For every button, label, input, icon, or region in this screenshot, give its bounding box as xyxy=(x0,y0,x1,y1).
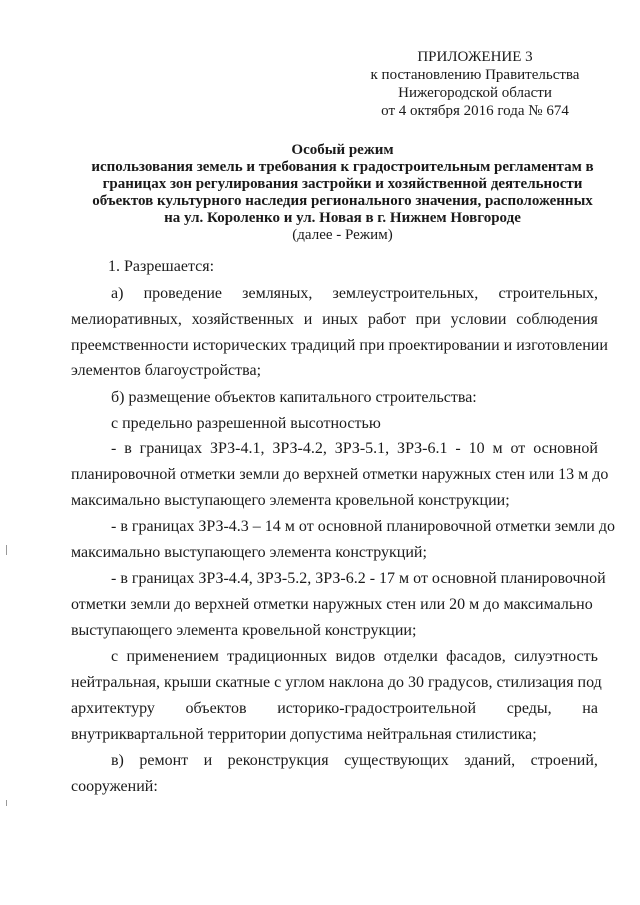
word: отделки xyxy=(383,648,438,665)
word: ЗРЗ-4.1, xyxy=(210,440,265,457)
appendix-resolution: к постановлению Правительства xyxy=(370,67,580,83)
word: применением xyxy=(126,648,219,665)
item-c-line-4: внутриквартальной территории допустима нейтральная стилистика; xyxy=(71,726,537,743)
word: основной xyxy=(533,440,598,457)
word: историко-градостроительной xyxy=(277,700,477,717)
dash-item-3-line-3: выступающего элемента кровельной конструкции; xyxy=(71,622,417,639)
word: - xyxy=(111,440,117,457)
item-c-line-3 xyxy=(71,698,598,720)
word: соблюдения xyxy=(516,311,598,328)
word: проведение xyxy=(143,285,222,302)
word: объектов xyxy=(185,700,247,717)
word: земляных, xyxy=(242,285,313,302)
word: зданий, xyxy=(464,752,516,769)
word: строений, xyxy=(530,752,598,769)
word: м xyxy=(492,440,503,457)
paragraph-1: 1. Разрешается: xyxy=(108,258,215,275)
word: ремонт xyxy=(139,752,189,769)
word: границах xyxy=(139,440,203,457)
item-b-line-2: с предельно разрешенной высотностью xyxy=(111,415,381,432)
word: традиционных xyxy=(227,648,328,665)
item-c-line-2: нейтральная, крыши скатные с углом наклона до 30 градусов, стилизация под xyxy=(71,674,602,691)
title-line-6: (далее - Режим) xyxy=(292,227,393,243)
word: и xyxy=(303,311,313,328)
word: хозяйственных xyxy=(191,311,294,328)
dash-item-1-line-2: планировочной отметки земли до верхней отметки наружных стен или 13 м до xyxy=(71,466,609,483)
dash-item-2-line-1: - в границах ЗРЗ-4.3 – 14 м от основной планировочной отметки земли до xyxy=(111,518,615,535)
word: от xyxy=(510,440,526,457)
word: существующих xyxy=(344,752,449,769)
word: условии xyxy=(450,311,507,328)
title-line-3: границах зон регулирования застройки и хозяйственной деятельности xyxy=(102,176,583,192)
scan-mark xyxy=(6,800,7,806)
word: в) xyxy=(111,752,124,769)
word: среды, xyxy=(506,700,552,717)
word: архитектуру xyxy=(71,700,155,717)
word: строительных, xyxy=(498,285,598,302)
word: а) xyxy=(111,285,124,302)
appendix-region: Нижегородской области xyxy=(398,85,552,101)
item-v-line-2: сооружений: xyxy=(71,778,158,795)
word: - xyxy=(455,440,461,457)
word: ЗРЗ-6.1 xyxy=(397,440,448,457)
word: силуэтность xyxy=(514,648,598,665)
word: видов xyxy=(335,648,376,665)
appendix-header xyxy=(355,48,595,120)
title-line-2: использования земель и требования к градостроительным регламентам в xyxy=(91,159,594,175)
word: реконструкция xyxy=(227,752,329,769)
word: работ xyxy=(367,311,406,328)
dash-item-1-line-3: максимально выступающего элемента кровельной конструкции; xyxy=(71,492,510,509)
dash-item-3-line-2: отметки земли до верхней отметки наружных стен или 20 м до максимально xyxy=(71,596,593,613)
item-c-line-1 xyxy=(111,646,598,668)
dash-item-3-line-1: - в границах ЗРЗ-4.4, ЗРЗ-5.2, ЗРЗ-6.2 - 17 м от основной планировочной xyxy=(111,570,606,587)
word: при xyxy=(415,311,441,328)
item-a-line-3: преемственности исторических традиций при проектировании и изготовлении xyxy=(71,337,608,354)
item-a-line-4: элементов благоустройства; xyxy=(71,362,262,379)
dash-item-2-line-2: максимально выступающего элемента конструкций; xyxy=(71,544,427,561)
document-title xyxy=(70,142,615,244)
title-line-5: на ул. Короленко и ул. Новая в г. Нижнем Новгороде xyxy=(164,210,521,226)
item-b-line-1: б) размещение объектов капитального строительства: xyxy=(111,389,477,406)
word: ЗРЗ-4.2, xyxy=(272,440,327,457)
word: фасадов, xyxy=(446,648,506,665)
word: 10 xyxy=(468,440,485,457)
word: на xyxy=(582,700,598,717)
item-a-line-1 xyxy=(111,283,598,305)
title-line-4: объектов культурного наследия регионального значения, расположенных xyxy=(92,193,593,209)
dash-item-1-line-1 xyxy=(111,438,598,460)
word: землеустроительных, xyxy=(332,285,479,302)
word: мелиоративных, xyxy=(71,311,182,328)
item-v-line-1 xyxy=(111,750,598,772)
word: в xyxy=(124,440,132,457)
word: ЗРЗ-5.1, xyxy=(334,440,390,457)
title-line-1: Особый режим xyxy=(291,142,394,158)
appendix-date: от 4 октября 2016 года № 674 xyxy=(381,103,569,119)
appendix-number: ПРИЛОЖЕНИЕ 3 xyxy=(417,49,533,65)
word: и xyxy=(203,752,213,769)
scan-mark xyxy=(6,545,7,555)
item-a-line-2 xyxy=(71,309,598,331)
word: с xyxy=(111,648,119,665)
word: иных xyxy=(322,311,358,328)
